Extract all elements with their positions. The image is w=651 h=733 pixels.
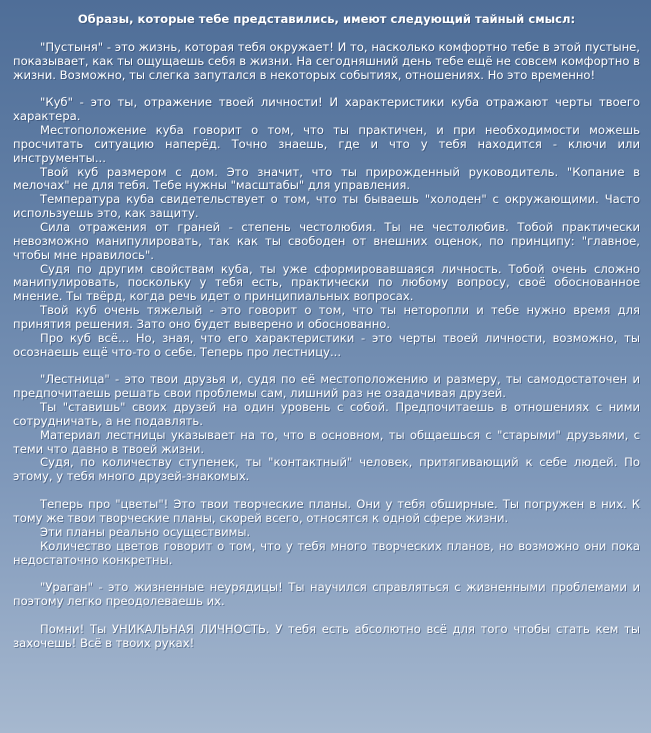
hurricane-section [13, 581, 640, 609]
flowers-section [13, 498, 640, 567]
cube-section [13, 96, 640, 359]
flowers-paragraph-count: Количество цветов говорит о том, что у тебя много творческих планов, но возможно они пока недостаточно конкретны. [13, 538, 640, 567]
cube-paragraph-temperature: Температура куба свидетельствует о том, что ты бываешь "холоден" с окружающими. Часто используешь это, как защиту. [13, 192, 640, 221]
ladder-paragraph-intro: "Лестница" - это твои друзья и, судя по её местоположению и размеру, ты самодостаточен и предпочитаешь решать свои проблемы сам, лишний раз не озадачивая друзей. [13, 372, 640, 401]
ladder-paragraph-steps: Судя, по количеству ступенек, ты "контактный" человек, притягивающий к себе людей. По этому, у тебя много друзей-знакомых. [13, 455, 640, 484]
flowers-paragraph-feasible: Эти планы реально осуществимы. [40, 524, 251, 539]
cube-paragraph-weight: Твой куб очень тяжелый - это говорит о том, что ты неторопли и тебе нужно время для принятия решения. Зато оно будет выверено и обоснованно. [13, 303, 640, 331]
cube-paragraph-properties: Судя по другим свойствам куба, ты уже сформировавшаяся личность. Тобой очень сложно манипулировать, поскольку у тебя есть, практически по любому вопросу, своё обоснованное мнение. Ты твёрд, когда речь идет о принципиальных вопросах. [13, 261, 640, 304]
conclusion-section [13, 623, 640, 651]
ladder-paragraph-material: Материал лестницы указывает на то, что в основном, ты общаешься с "старыми" друзьями, с теми что давно в твоей жизни. [13, 427, 640, 456]
cube-paragraph-location: Местоположение куба говорит о том, что ты практичен, и при необходимости можешь просчитать ситуацию наперёд. Точно знаешь, где и что у тебя находится - ключи или инструменты... [13, 123, 640, 165]
desert-paragraph: "Пустыня" - это жизнь, которая тебя окружает! И то, насколько комфортно тебе в этой пустыне, показывает, как ты ощущаешь себя в жизни. На сегодняшний день тебе ещё не совсем комфортно в жизни. Возможно, ты слегка запутался в некоторых событиях, отношениях. Но это временно! [13, 39, 640, 82]
conclusion-paragraph: Помни! Ты УНИКАЛЬНАЯ ЛИЧНОСТЬ. У тебя есть абсолютно всё для того чтобы стать кем ты захочешь! Всё в твоих руках! [13, 622, 640, 650]
ladder-section [13, 373, 640, 484]
cube-paragraph-intro: "Куб" - это ты, отражение твоей личности! И характеристики куба отражают черты твоего характера. [13, 95, 640, 124]
cube-paragraph-size: Твой куб размером с дом. Это значит, что ты прирожденный руководитель. "Копание в мелочах" не для тебя. Тебе нужны "масштабы" для управления. [13, 164, 640, 193]
cube-paragraph-summary: Про куб всё... Но, зная, что его характеристики - это черты твоей личности, возможно, ты осознаешь ещё что-то о себе. Теперь про лестницу... [13, 330, 640, 359]
page-title: Образы, которые тебе представились, имеют следующий тайный смысл: [77, 12, 576, 26]
flowers-paragraph-intro: Теперь про "цветы"! Это твои творческие планы. Они у тебя обширные. Ты погружен в них. К тому же твои творческие планы, скорей всего, относятся к одной сфере жизни. [13, 497, 640, 525]
cube-paragraph-reflection: Сила отражения от граней - степень честолюбия. Ты не честолюбив. Тобой практически невозможно манипулировать, так как ты свободен от внешних оценок, по принципу: "главное, чтобы мне нравилось". [13, 219, 640, 262]
desert-section [13, 41, 640, 83]
hurricane-paragraph: "Ураган" - это жизненные неурядицы! Ты научился справляться с жизненными проблемами и поэтому легко преодолеваешь их. [13, 580, 640, 609]
ladder-paragraph-level: Ты "ставишь" своих друзей на один уровень с собой. Предпочитаешь в отношениях с ними сотрудничать, а не подавлять. [13, 400, 640, 428]
